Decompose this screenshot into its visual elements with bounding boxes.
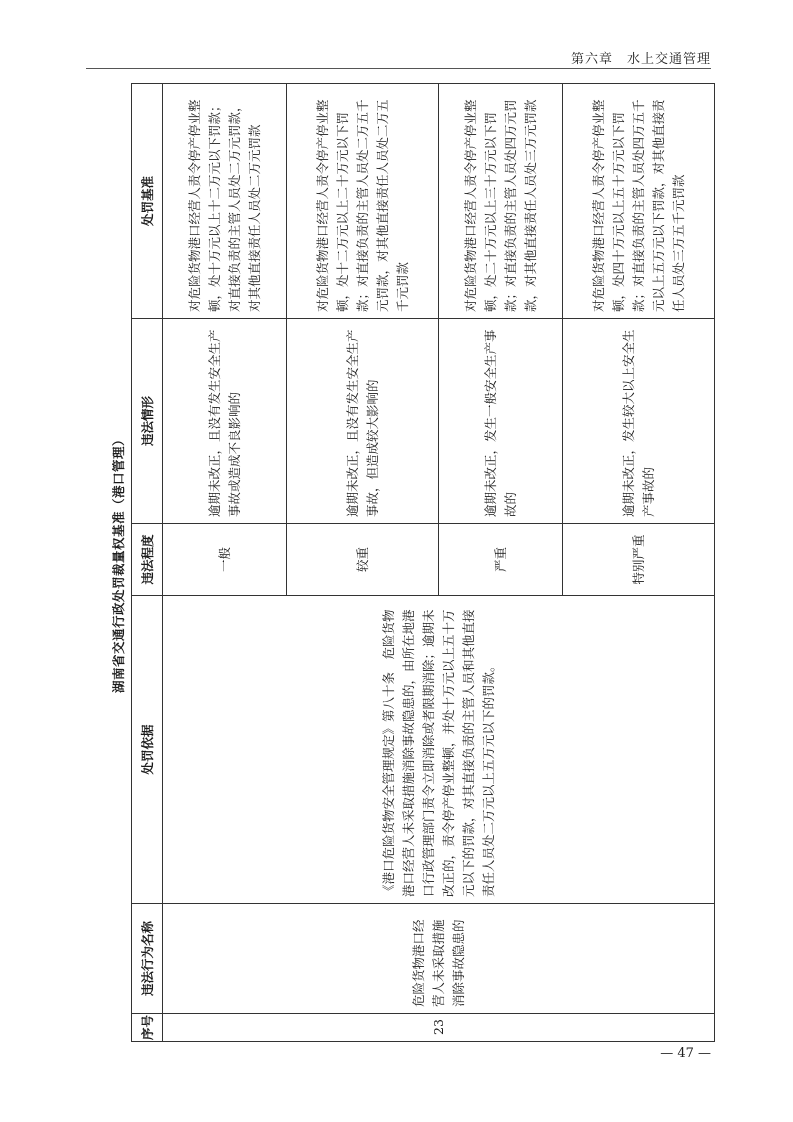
col-header-basis: 处罚依据 [132,596,163,904]
table-caption: 湖南省交通行政处罚裁量权基准（港口管理） [111,433,126,694]
header-rule [86,68,711,69]
cell-penalty: 对危险货物港口经营人责令停产停业整顿，处二十万元以上三十万元以下罚款；对直接负责的主管人员处四万元罚款，对其他直接责任人员处三万元罚款 [438,84,562,319]
cell-violation-name: 危险货物港口经营人未采取措施消除事故隐患的 [163,904,715,1014]
col-header-number: 序号 [132,1014,163,1042]
cell-level: 较重 [287,524,439,596]
cell-situation: 逾期未改正，且没有发生安全生产事故或造成不良影响的 [163,319,287,524]
table-row [163,84,287,1042]
rotated-content [107,84,715,1042]
cell-level: 一般 [163,524,287,596]
col-header-situation: 违法情形 [132,319,163,524]
col-header-violation-name: 违法行为名称 [132,904,163,1014]
col-header-level: 违法程度 [132,524,163,596]
chapter-label: 第六章 [570,52,613,67]
cell-penalty: 对危险货物港口经营人责令停产停业整顿，处四十万元以上五十万元以下罚款；对直接负责的主管人员处四万五千元以上五万元以下罚款，对其他直接责任人员处三万五千元罚款 [563,84,715,319]
cell-situation: 逾期未改正，且没有发生安全生产事故，但造成较大影响的 [287,319,439,524]
cell-situation: 逾期未改正，发生较大以上安全生产事故的 [563,319,715,524]
cell-number: 23 [163,1014,715,1042]
cell-penalty: 对危险货物港口经营人责令停产停业整顿，处十万元以上十二万元以下罚款；对直接负责的主管人员处二万元罚款，对其他直接责任人员处二万元罚款 [163,84,287,319]
section-label: 水上交通管理 [626,52,711,67]
cell-basis: 《港口危险货物安全管理规定》第八十条 危险货物港口经营人未采取措施消除事故隐患的，由所在地港口行政管理部门责令立即消除或者限期消除；逾期未改正的，责令停产停业整顿，并处十万元以上五十万元以下的罚款，对其直接负责的主管人员和其他直接责任人员处二万元以上五万元以下的罚款。 [163,596,715,904]
table-header-row [132,84,163,1042]
cell-level: 严重 [438,524,562,596]
cell-level: 特别严重 [563,524,715,596]
cell-situation: 逾期未改正，发生一般安全生产事故的 [438,319,562,524]
rotated-table-area [107,84,715,1042]
col-header-penalty: 处罚基准 [132,84,163,319]
penalty-standard-table [131,83,715,1042]
page-number: — 47 — [660,1046,711,1061]
cell-penalty: 对危险货物港口经营人责令停产停业整顿，处十二万元以上二十万元以下罚款；对直接负责的主管人员处二万五千元罚款，对其他直接责任人员处二万五千元罚款 [287,84,439,319]
running-header [571,48,711,67]
